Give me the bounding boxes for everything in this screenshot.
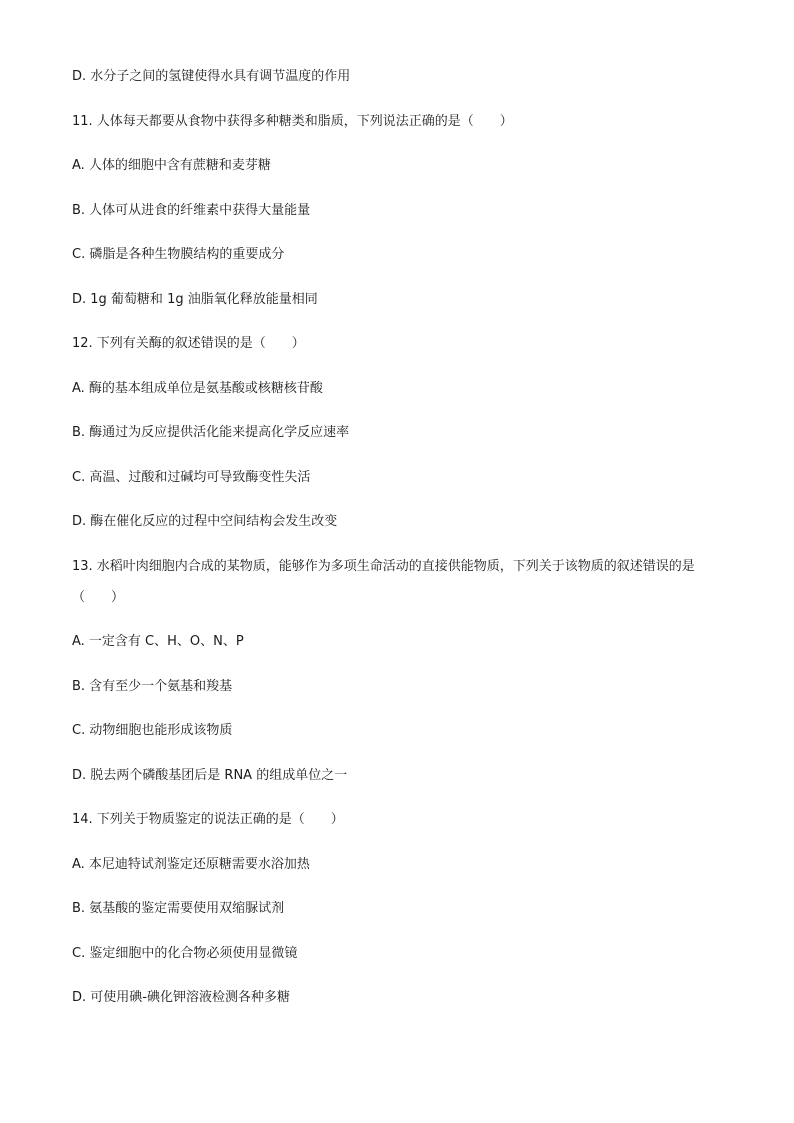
q12-option-a: A. 酶的基本组成单位是氨基酸或核糖核苷酸 <box>72 381 323 396</box>
q11-option-a: A. 人体的细胞中含有蔗糖和麦芽糖 <box>72 158 271 173</box>
q13-option-c: C. 动物细胞也能形成该物质 <box>72 723 233 738</box>
q14-option-b: B. 氨基酸的鉴定需要使用双缩脲试剂 <box>72 901 285 916</box>
q11-option-b: B. 人体可从进食的纤维素中获得大量能量 <box>72 203 311 218</box>
q14-option-c: C. 鉴定细胞中的化合物必须使用显微镜 <box>72 946 298 961</box>
q13-stem: 13. 水稻叶肉细胞内合成的某物质，能够作为多项生命活动的直接供能物质，下列关于该物质的叙述错误的是（ ） <box>72 559 695 605</box>
q12-option-d: D. 酶在催化反应的过程中空间结构会发生改变 <box>72 514 338 529</box>
q12-option-c: C. 高温、过酸和过碱均可导致酶变性失活 <box>72 470 311 485</box>
q14-option-a: A. 本尼迪特试剂鉴定还原糖需要水浴加热 <box>72 857 310 872</box>
q13-option-d: D. 脱去两个磷酸基团后是 RNA 的组成单位之一 <box>72 768 348 783</box>
q10-option-d: D. 水分子之间的氢键使得水具有调节温度的作用 <box>72 69 351 84</box>
q11-stem: 11. 人体每天都要从食物中获得多种糖类和脂质，下列说法正确的是（ ） <box>72 114 513 129</box>
q14-stem: 14. 下列关于物质鉴定的说法正确的是（ ） <box>72 812 344 827</box>
q13-option-b: B. 含有至少一个氨基和羧基 <box>72 679 233 694</box>
q13-option-a: A. 一定含有 C、H、O、N、P <box>72 634 244 649</box>
q14-option-d: D. 可使用碘-碘化钾溶液检测各种多糖 <box>72 990 290 1005</box>
q12-stem: 12. 下列有关酶的叙述错误的是（ ） <box>72 336 305 351</box>
q11-option-d: D. 1g 葡萄糖和 1g 油脂氧化释放能量相同 <box>72 292 318 307</box>
q11-option-c: C. 磷脂是各种生物膜结构的重要成分 <box>72 247 285 262</box>
q12-option-b: B. 酶通过为反应提供活化能来提高化学反应速率 <box>72 425 350 440</box>
